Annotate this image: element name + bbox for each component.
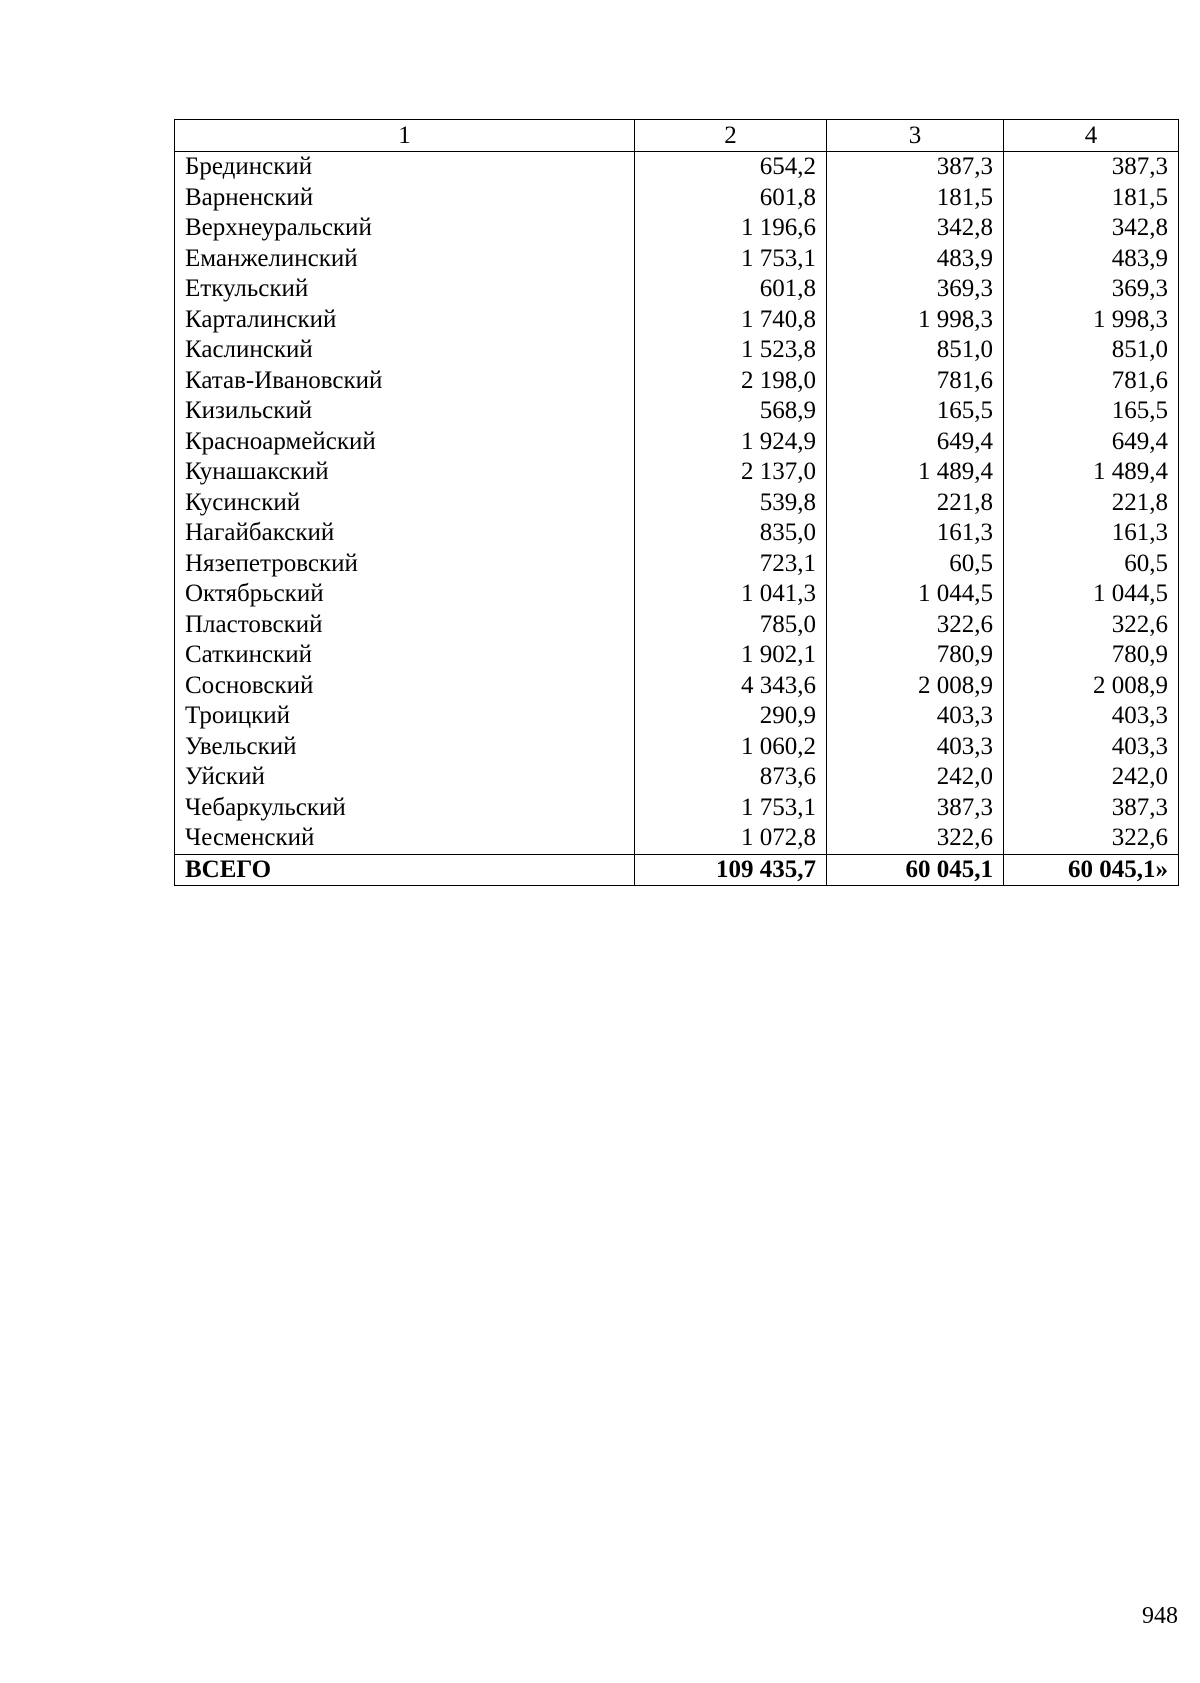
value-col-4: 161,3 bbox=[1004, 518, 1179, 549]
page-number: 948 bbox=[1142, 1603, 1178, 1629]
value-col-2: 1 753,1 bbox=[635, 793, 827, 824]
district-name: Уйский bbox=[175, 762, 635, 793]
value-col-3: 1 044,5 bbox=[827, 579, 1004, 610]
value-col-2: 873,6 bbox=[635, 762, 827, 793]
district-name: Октябрьский bbox=[175, 579, 635, 610]
table-row bbox=[175, 213, 1179, 244]
district-name: Еткульский bbox=[175, 274, 635, 305]
value-col-2: 568,9 bbox=[635, 396, 827, 427]
value-col-2: 1 060,2 bbox=[635, 732, 827, 763]
total-col-4: 60 045,1» bbox=[1004, 854, 1179, 885]
value-col-3: 387,3 bbox=[827, 793, 1004, 824]
district-name: Кусинский bbox=[175, 488, 635, 519]
value-col-3: 1 489,4 bbox=[827, 457, 1004, 488]
value-col-2: 2 198,0 bbox=[635, 366, 827, 397]
value-col-2: 4 343,6 bbox=[635, 671, 827, 702]
value-col-2: 290,9 bbox=[635, 701, 827, 732]
district-name: Брединский bbox=[175, 152, 635, 183]
table-row bbox=[175, 488, 1179, 519]
value-col-2: 835,0 bbox=[635, 518, 827, 549]
value-col-3: 2 008,9 bbox=[827, 671, 1004, 702]
table-row bbox=[175, 457, 1179, 488]
header-col-3: 3 bbox=[827, 120, 1004, 152]
value-col-4: 781,6 bbox=[1004, 366, 1179, 397]
total-col-3: 60 045,1 bbox=[827, 854, 1004, 885]
total-label: ВСЕГО bbox=[175, 854, 635, 885]
table-row bbox=[175, 274, 1179, 305]
header-col-2: 2 bbox=[635, 120, 827, 152]
value-col-4: 165,5 bbox=[1004, 396, 1179, 427]
table-row bbox=[175, 793, 1179, 824]
table-row bbox=[175, 183, 1179, 214]
value-col-4: 851,0 bbox=[1004, 335, 1179, 366]
value-col-2: 601,8 bbox=[635, 274, 827, 305]
value-col-4: 403,3 bbox=[1004, 732, 1179, 763]
value-col-3: 242,0 bbox=[827, 762, 1004, 793]
table-row bbox=[175, 152, 1179, 183]
value-col-2: 1 924,9 bbox=[635, 427, 827, 458]
table-row bbox=[175, 823, 1179, 854]
value-col-3: 165,5 bbox=[827, 396, 1004, 427]
value-col-4: 60,5 bbox=[1004, 549, 1179, 580]
value-col-4: 322,6 bbox=[1004, 823, 1179, 854]
district-name: Кунашакский bbox=[175, 457, 635, 488]
district-name: Катав-Ивановский bbox=[175, 366, 635, 397]
value-col-3: 161,3 bbox=[827, 518, 1004, 549]
value-col-2: 539,8 bbox=[635, 488, 827, 519]
table-row bbox=[175, 366, 1179, 397]
value-col-2: 601,8 bbox=[635, 183, 827, 214]
value-col-4: 387,3 bbox=[1004, 152, 1179, 183]
table-row bbox=[175, 244, 1179, 275]
district-name: Нязепетровский bbox=[175, 549, 635, 580]
value-col-3: 369,3 bbox=[827, 274, 1004, 305]
table-row bbox=[175, 427, 1179, 458]
value-col-3: 181,5 bbox=[827, 183, 1004, 214]
value-col-3: 342,8 bbox=[827, 213, 1004, 244]
district-name: Чесменский bbox=[175, 823, 635, 854]
value-col-4: 221,8 bbox=[1004, 488, 1179, 519]
value-col-2: 1 523,8 bbox=[635, 335, 827, 366]
value-col-3: 780,9 bbox=[827, 640, 1004, 671]
district-name: Пластовский bbox=[175, 610, 635, 641]
header-col-1: 1 bbox=[175, 120, 635, 152]
value-col-3: 403,3 bbox=[827, 701, 1004, 732]
value-col-4: 369,3 bbox=[1004, 274, 1179, 305]
value-col-2: 1 072,8 bbox=[635, 823, 827, 854]
value-col-4: 1 044,5 bbox=[1004, 579, 1179, 610]
value-col-3: 387,3 bbox=[827, 152, 1004, 183]
district-name: Увельский bbox=[175, 732, 635, 763]
value-col-2: 2 137,0 bbox=[635, 457, 827, 488]
value-col-4: 1 998,3 bbox=[1004, 305, 1179, 336]
table-body bbox=[175, 152, 1179, 886]
value-col-4: 181,5 bbox=[1004, 183, 1179, 214]
total-row bbox=[175, 854, 1179, 885]
table-row bbox=[175, 549, 1179, 580]
value-col-4: 483,9 bbox=[1004, 244, 1179, 275]
total-col-2: 109 435,7 bbox=[635, 854, 827, 885]
value-col-3: 221,8 bbox=[827, 488, 1004, 519]
value-col-2: 1 902,1 bbox=[635, 640, 827, 671]
value-col-3: 322,6 bbox=[827, 610, 1004, 641]
value-col-4: 1 489,4 bbox=[1004, 457, 1179, 488]
value-col-4: 387,3 bbox=[1004, 793, 1179, 824]
district-name: Нагайбакский bbox=[175, 518, 635, 549]
value-col-3: 60,5 bbox=[827, 549, 1004, 580]
table-row bbox=[175, 335, 1179, 366]
value-col-3: 403,3 bbox=[827, 732, 1004, 763]
district-name: Еманжелинский bbox=[175, 244, 635, 275]
value-col-4: 322,6 bbox=[1004, 610, 1179, 641]
table-row bbox=[175, 305, 1179, 336]
table-row bbox=[175, 518, 1179, 549]
header-col-4: 4 bbox=[1004, 120, 1179, 152]
value-col-2: 723,1 bbox=[635, 549, 827, 580]
district-name: Сосновский bbox=[175, 671, 635, 702]
value-col-4: 649,4 bbox=[1004, 427, 1179, 458]
value-col-3: 322,6 bbox=[827, 823, 1004, 854]
value-col-2: 785,0 bbox=[635, 610, 827, 641]
value-col-3: 781,6 bbox=[827, 366, 1004, 397]
district-name: Красноармейский bbox=[175, 427, 635, 458]
district-name: Варненский bbox=[175, 183, 635, 214]
table-row bbox=[175, 610, 1179, 641]
budget-table bbox=[174, 119, 1179, 886]
value-col-4: 2 008,9 bbox=[1004, 671, 1179, 702]
table-row bbox=[175, 701, 1179, 732]
district-name: Чебаркульский bbox=[175, 793, 635, 824]
district-name: Верхнеуральский bbox=[175, 213, 635, 244]
value-col-2: 1 753,1 bbox=[635, 244, 827, 275]
table-row bbox=[175, 732, 1179, 763]
value-col-3: 483,9 bbox=[827, 244, 1004, 275]
table-row bbox=[175, 671, 1179, 702]
district-name: Каслинский bbox=[175, 335, 635, 366]
value-col-3: 851,0 bbox=[827, 335, 1004, 366]
value-col-4: 780,9 bbox=[1004, 640, 1179, 671]
district-name: Карталинский bbox=[175, 305, 635, 336]
district-name: Троицкий bbox=[175, 701, 635, 732]
table-row bbox=[175, 396, 1179, 427]
value-col-4: 242,0 bbox=[1004, 762, 1179, 793]
value-col-4: 342,8 bbox=[1004, 213, 1179, 244]
value-col-3: 649,4 bbox=[827, 427, 1004, 458]
value-col-2: 1 041,3 bbox=[635, 579, 827, 610]
table-row bbox=[175, 640, 1179, 671]
table-row bbox=[175, 579, 1179, 610]
value-col-4: 403,3 bbox=[1004, 701, 1179, 732]
table-row bbox=[175, 762, 1179, 793]
value-col-2: 1 740,8 bbox=[635, 305, 827, 336]
value-col-3: 1 998,3 bbox=[827, 305, 1004, 336]
value-col-2: 654,2 bbox=[635, 152, 827, 183]
value-col-2: 1 196,6 bbox=[635, 213, 827, 244]
header-row bbox=[175, 120, 1179, 152]
district-name: Саткинский bbox=[175, 640, 635, 671]
district-name: Кизильский bbox=[175, 396, 635, 427]
